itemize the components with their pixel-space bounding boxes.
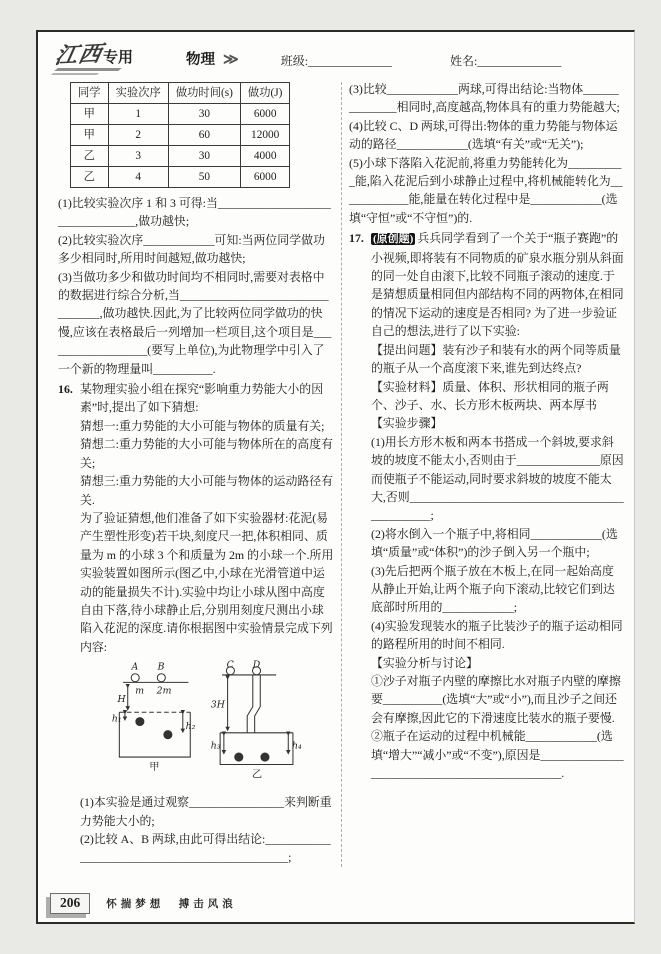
label-ball-D: D (252, 660, 261, 671)
q17-step-4: (4)实验发现装水的瓶子比装沙子的瓶子运动相同的路程所用的时间不相同. (371, 618, 623, 652)
cell: 60 (168, 125, 240, 146)
caption-yi: 乙 (251, 768, 263, 781)
q16-part-2: (2)比较 A、B 两球,由此可得出结论:______________________________________________; (80, 831, 331, 865)
q16-part-1: (1)本实验是通过观察________________来判断重力势能大小的; (80, 795, 332, 828)
brand-swoosh (54, 68, 122, 71)
label-ball-B: B (157, 661, 165, 673)
table-row (71, 167, 290, 188)
table-header-row (71, 83, 290, 104)
label-depth-h2: h₂ (185, 721, 196, 733)
cell: 甲 (71, 125, 109, 146)
cell: 乙 (71, 146, 109, 167)
q15-part-3: (3)当做功多少和做功时间均不相同时,需要对表格中的数据进行综合分析,当________________________________,做功越快.因此,为了比较两位同学做功的快慢,应该在表格最后一列增加一栏项目,这个项目是__________________(要写上单位),为此物理学中引入了一个新的物理量叫__________. (58, 269, 332, 376)
cell: 4000 (240, 146, 290, 167)
brand-bold-text: 专用 (103, 50, 134, 66)
cell: 乙 (71, 167, 109, 188)
chevron-icon: ≫ (223, 52, 239, 68)
table-row (71, 146, 290, 167)
col-header: 实验次序 (108, 83, 168, 104)
label-ball-A: A (131, 661, 139, 673)
page-footer (50, 893, 237, 914)
column-divider (341, 82, 342, 867)
cell: 50 (168, 167, 240, 188)
label-mass-m: m (135, 685, 145, 697)
brand-logo (53, 38, 160, 72)
q17-analysis-1: ①沙子对瓶子内壁的摩擦比水对瓶子内壁的摩擦要__________(选填“大”或“小”),而且沙子之间还会有摩擦,因此它的下滑速度比装水的瓶子要慢. (371, 674, 621, 725)
page-header (38, 32, 634, 76)
question-number: 16. (58, 382, 73, 397)
q17-intro-text: 兵兵同学看到了一个关于“瓶子赛跑”的小视频,即将装有不同物质的矿泉水瓶分别从斜面的同一处自由滚下,比较不同瓶子滚动的速度.于是猜想质量相同但内部结构不同的两物体,在相同的情况下运动的速度是否相同? 为了进一步验证自己的想法,进行了以下实验: (371, 231, 624, 339)
table-row (71, 125, 290, 146)
cell: 12000 (240, 125, 290, 146)
q15-part-2: (2)比较实验次序____________可知:当两位同学做功多少相同时,所用时间越短,做功越快; (58, 232, 325, 266)
right-column (349, 80, 628, 867)
label-depth-h1: h₁ (111, 713, 122, 725)
page-number: 206 (50, 893, 90, 914)
workbook-page (36, 30, 635, 924)
original-question-tag: (原创题) (373, 233, 414, 246)
q17-section-analysis: 【实验分析与讨论】 (371, 655, 479, 670)
q16-intro: 某物理实验小组在探究“影响重力势能大小的因素”时,提出了如下猜想: (80, 382, 324, 415)
cell: 2 (108, 125, 168, 146)
cell: 6000 (240, 167, 290, 188)
table-row (71, 104, 290, 125)
label-height-3H: 3H (210, 699, 225, 711)
label-depth-h3: h₃ (210, 740, 221, 752)
class-field: 班级:______________ (280, 54, 393, 68)
q17-step-2: (2)将水倒入一个瓶子中,将相同____________(选填“质量”或“体积”)的沙子倒入另一个瓶中; (371, 526, 618, 560)
question-number: 17. (349, 231, 364, 246)
name-field: 姓名:______________ (450, 54, 562, 68)
q17-intro (371, 229, 624, 340)
q17-step-1: (1)用长方形木板和两本书搭成一个斜坡,要求斜坡的坡度不能太小,否则由于______________原因而使瓶子不能运动,同时要求斜坡的坡度不能太大,否则______________________________________________; (371, 434, 624, 523)
cell: 3 (108, 146, 168, 167)
experiment-table (70, 82, 290, 188)
col-header: 做功时间(s) (168, 83, 240, 104)
q15-part-1: (1)比较实验次序 1 和 3 可得:当________________________________,做功越快; (58, 196, 331, 229)
q17-section-material: 【实验材料】质量、体积、形状相同的瓶子两个、沙子、水、长方形木板两块、两本厚书 (371, 379, 609, 412)
cell: 6000 (240, 104, 290, 125)
q16-guess-1: 猜想一:重力势能的大小可能与物体的质量有关; (80, 418, 325, 433)
q16-part-3: (3)比较____________两球,可得出结论:当物体______________相同时,高度越高,物体具有的重力势能越大; (349, 82, 620, 115)
q17-section-question: 【提出问题】装有沙子和装有水的两个同等质量的瓶子从一个高度滚下来,谁先到达终点? (371, 342, 621, 376)
q17-section-steps: 【实验步骤】 (371, 416, 443, 431)
brand-swoosh-2 (51, 73, 99, 75)
question-16 (58, 380, 334, 867)
cell: 30 (168, 146, 240, 167)
q17-analysis-2: ②瓶子在运动的过程中机械能____________(选填“增大”“减小”或“不变”),原因是______________________________________________. (371, 729, 624, 781)
cell: 甲 (71, 104, 109, 125)
apparatus-diagram (82, 660, 334, 786)
q16-setup: 为了验证猜想,他们准备了如下实验器材:花泥(易产生塑性形变)若干块,刻度尺一把,体积相同、质量为 m 的小球 3 个和质量为 2m 的小球一个.所用实验装置如图所示(图乙中,小球在光滑管道中运动的能量损失不计).实验中均让小球从图中高度自由下落,待小球静止后,分别用刻度尺测出小球陷入花泥的深度.请你根据图中实验情景完成下列内容: (80, 510, 334, 654)
label-ball-C: C (226, 660, 234, 671)
subject-label: 物理 (186, 52, 215, 68)
q16-part-5: (5)小球下落陷入花泥前,将重力势能转化为__________能,陷入花泥后到小球静止过程中,将机械能转化为____________能,能量在转化过程中是____________(选填“守恒”或“不守恒”)的. (349, 155, 623, 225)
left-column (58, 80, 334, 867)
col-header: 做功(J) (240, 83, 290, 104)
q16-guess-2: 猜想二:重力势能的大小可能与物体所在的高度有关; (80, 437, 334, 470)
brand-script-text: 江西 (53, 40, 105, 69)
experiment-figure (82, 660, 334, 791)
cell: 30 (168, 104, 240, 125)
cell: 1 (108, 104, 168, 125)
q16-part-4: (4)比较 C、D 两球,可得出:物体的重力势能与物体运动的路径____________(选填“有关”或“无关”); (349, 118, 618, 152)
label-mass-2m: 2m (156, 685, 172, 697)
col-header: 同学 (71, 83, 109, 104)
q17-step-3: (3)先后把两个瓶子放在木板上,在同一起始高度从静止开始,让两个瓶子向下滚动,比较它们到达底部时所用的____________; (371, 563, 615, 615)
label-height-H: H (117, 694, 126, 706)
question-17 (349, 229, 624, 782)
q16-guess-3: 猜想三:重力势能的大小可能与物体的运动路径有关. (80, 474, 334, 507)
footer-slogan: 怀揣梦想 搏击风浪 (106, 899, 237, 910)
label-depth-h4: h₄ (292, 740, 302, 752)
cell: 4 (108, 167, 168, 188)
caption-jia: 甲 (149, 761, 160, 774)
